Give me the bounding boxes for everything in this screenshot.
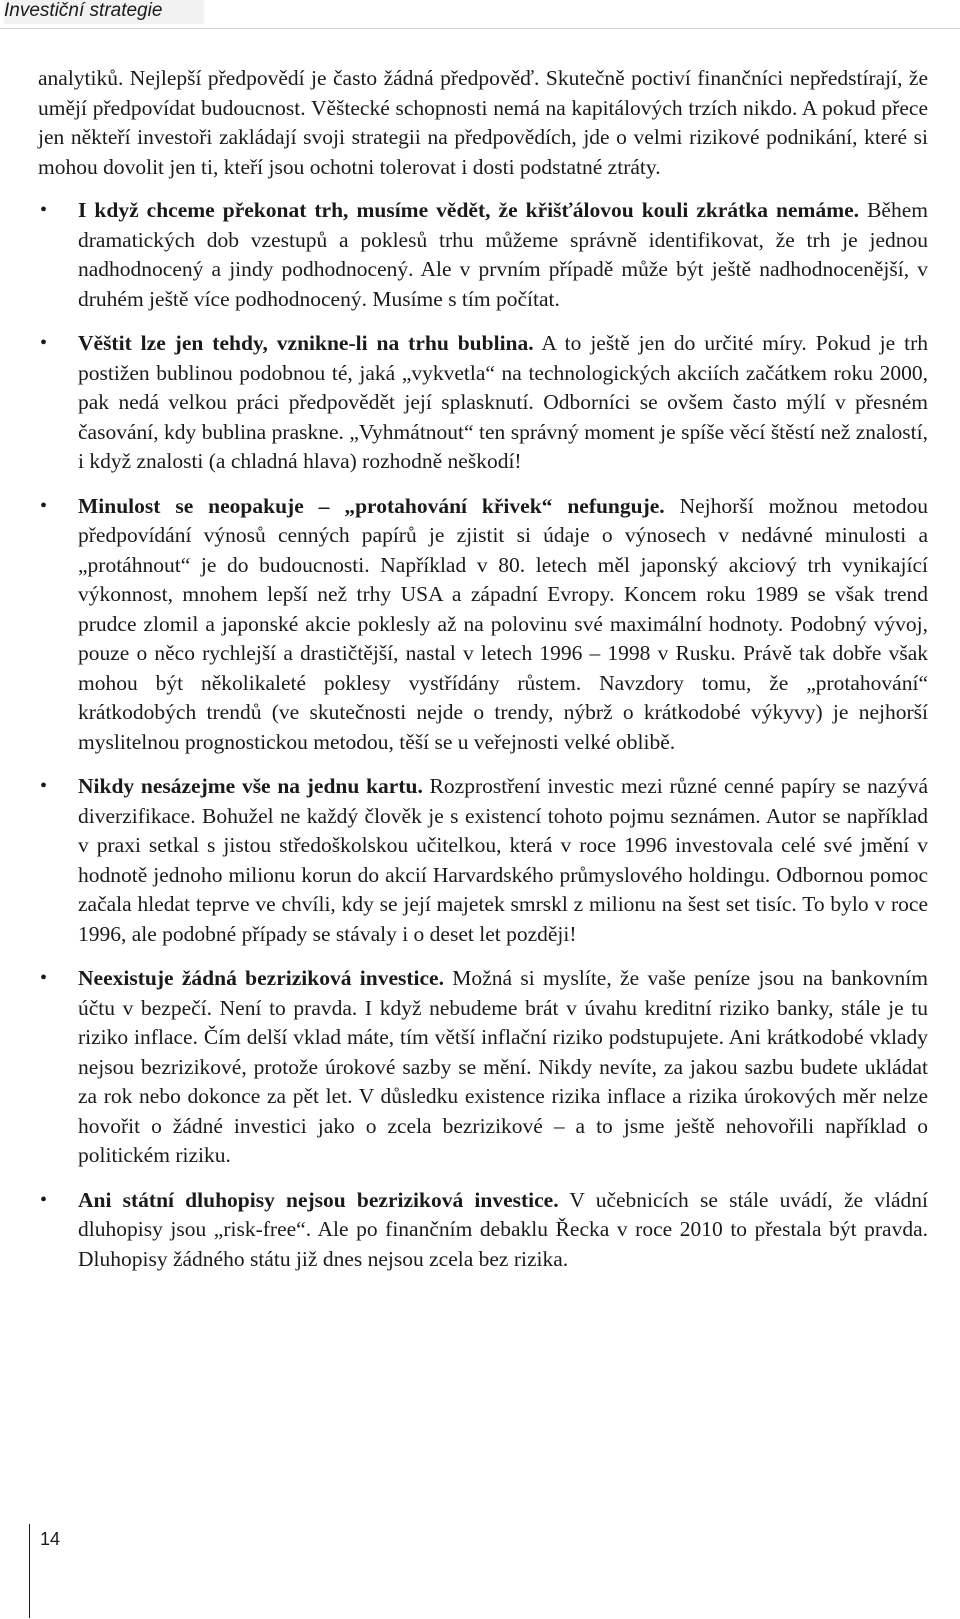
bullet-icon: • bbox=[40, 1188, 48, 1211]
bullet-icon: • bbox=[40, 775, 48, 797]
header-divider bbox=[0, 28, 960, 29]
page-number-divider bbox=[29, 1524, 30, 1618]
bullet-heading: Věštit lze jen tehdy, vznikne-li na trhu bublina. bbox=[78, 331, 534, 355]
page-number: 14 bbox=[40, 1529, 61, 1549]
bullet-heading: Minulost se neopakuje – „protahování křivek“ nefunguje. bbox=[78, 493, 665, 518]
bullet-icon: • bbox=[40, 332, 48, 354]
list-item bbox=[38, 329, 928, 477]
bullet-text: Nejhorší možnou metodou předpovídání výnosů cenných papírů je zjistit si údaje o výnosech v nedávné minulosti a „protáhnout“ je do budoucnosti. Například v 80. letech měl japonský akciový trh vynikající výkonnost, mnohem lepší než trhy USA a západní Evropy. Koncem roku 1989 se však trend prudce zlomil a japonské akcie poklesly až na polovinu své maximální hodnoty. Podobný vývoj, pouze o něco rychlejší a drastičtější, nastal v letech 1996 – 1998 v Rusku. Právě tak dobře však mohou být několikaleté poklesy vystřídány růstem. Navzdory tomu, že „protahování“ krátkodobých trendů (ve skutečnosti nejde o trendy, nýbrž o krátkodobé výkyvy) je nejhorší myslitelnou prognostickou metodou, těší se u veřejnosti velké oblibě. bbox=[78, 493, 928, 754]
list-item bbox=[38, 492, 928, 758]
bullet-heading: I když chceme překonat trh, musíme vědět, že křišťálovou kouli zkrátka nemáme. bbox=[78, 198, 860, 222]
bullet-text: A to ještě jen do určité míry. Pokud je trh postižen bublinou podobnou té, jaká „vykvetla“ na technologických akciích začátkem roku 2000, pak nedá velkou práci předpovědět její splasknutí. Odborníci se ovšem často mýlí v přesném časování, kdy bublina praskne. „Vyhmátnout“ ten správný moment je spíše věcí štěstí než znalostí, i když znalosti (a chladná hlava) rozhodně neškodí! bbox=[78, 331, 928, 473]
bullet-text: Během dramatických dob vzestupů a poklesů trhu můžeme správně identifikovat, že trh je jednou nadhodnocený a jindy podhodnocený. Ale v prvním případě může být ještě nadhodnocenější, v druhém ještě více podhodnocený. Musíme s tím počítat. bbox=[78, 198, 928, 311]
bullet-text: Možná si myslíte, že vaše peníze jsou na bankovním účtu v bezpečí. Není to pravda. I když nebudeme brát v úvahu kreditní riziko banky, stále je tu riziko inflace. Čím delší vklad máte, tím větší inflační riziko podstupujete. Ani krátkodobé vklady nejsou bezrizikové, protože úrokové sazby se mění. Nikdy nevíte, za jakou sazbu budete ukládat za rok nebo dokonce za pět let. V důsledku existence rizika inflace a rizika úrokových měr nelze hovořit o žádné investici jako o zcela bezrizikové – a to jsme ještě nehovořili například o politickém riziku. bbox=[78, 966, 928, 1167]
bullet-icon: • bbox=[40, 967, 48, 989]
bullet-icon: • bbox=[40, 199, 48, 221]
bullet-heading: Nikdy nesázejme vše na jednu kartu. bbox=[78, 774, 423, 798]
bullet-icon: • bbox=[40, 494, 48, 517]
list-item bbox=[38, 964, 928, 1171]
bullet-text: V učebnicích se stále uvádí, že vládní dluhopisy jsou „risk-free“. Ale po finančním debaklu Řecka v roce 2010 to přestala být pravda. Dluhopisy žádného státu již dnes nejsou zcela bez rizika. bbox=[78, 1187, 928, 1271]
running-header: Investiční strategie bbox=[4, 0, 204, 24]
bullet-text: Rozprostření investic mezi různé cenné papíry se nazývá diverzifikace. Bohužel ne každý člověk je s existencí tohoto pojmu seznámen. Autor se například v praxi setkal s jistou středoškolskou učitelkou, která v roce 1996 investovala celé své jmění v hodnotě jednoho milionu korun do akcií Harvardského průmyslového holdingu. Odbornou pomoc začala hledat teprve ve chvíli, kdy se její majetek smrskl z milionu na šest set tisíc. To bylo v roce 1996, ale podobné případy se stávaly i o deset let později! bbox=[78, 774, 928, 946]
intro-paragraph: analytiků. Nejlepší předpovědí je často žádná předpověď. Skutečně poctiví finančníci nepředstírají, že umějí předpovídat budoucnost. Věštecké schopnosti nemá na kapitálových trzích nikdo. A pokud přece jen někteří investoři zakládají svoji strategii na předpovědích, jde o velmi rizikové podnikání, které si mohou dovolit jen ti, kteří jsou ochotni tolerovat i dosti podstatné ztráty. bbox=[38, 66, 928, 179]
bullet-heading: Neexistuje žádná bezriziková investice. bbox=[78, 966, 444, 990]
list-item bbox=[38, 1186, 928, 1275]
list-item bbox=[38, 772, 928, 949]
bullet-heading: Ani státní dluhopisy nejsou bezriziková investice. bbox=[78, 1187, 559, 1212]
page-body bbox=[38, 64, 928, 1289]
list-item bbox=[38, 196, 928, 314]
